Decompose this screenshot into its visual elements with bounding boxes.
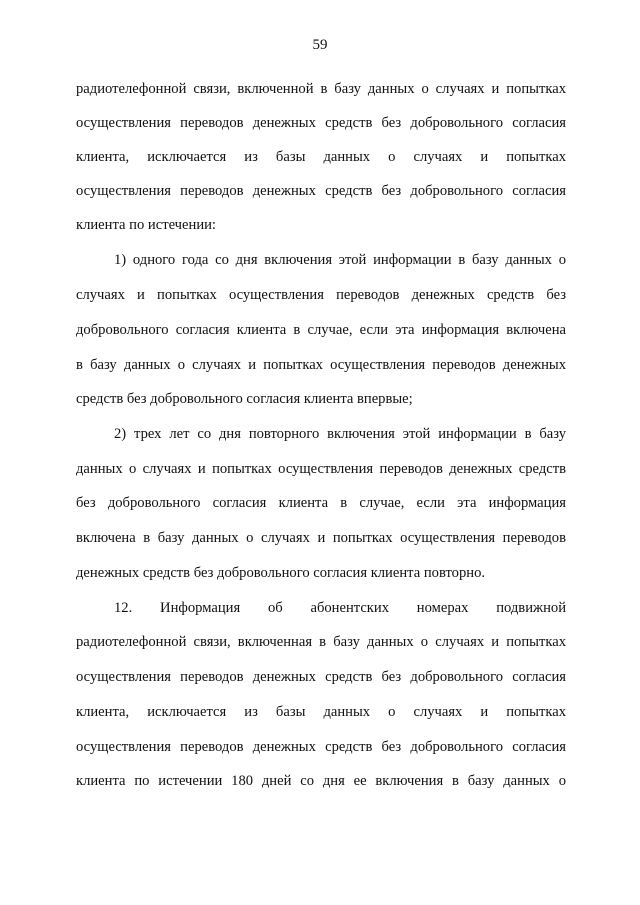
text-line: денежных средств без добровольного согласия клиента повторно. xyxy=(76,565,486,581)
text-line: осуществления переводов денежных средств без добровольного согласия xyxy=(76,183,566,199)
text-line: случаях и попытках осуществления переводов денежных средств без xyxy=(76,287,566,303)
text-line: осуществления переводов денежных средств без добровольного согласия xyxy=(76,669,566,685)
text-line: клиента, исключается из базы данных о случаях и попытках xyxy=(76,149,566,165)
text-line: 12. Информация об абонентских номерах подвижной xyxy=(114,600,566,616)
text-line: осуществления переводов денежных средств без добровольного согласия xyxy=(76,739,566,755)
text-line: осуществления переводов денежных средств без добровольного согласия xyxy=(76,115,566,131)
text-line: клиента по истечении: xyxy=(76,217,216,233)
text-line: 1) одного года со дня включения этой информации в базу данных о xyxy=(114,252,566,268)
text-line: включена в базу данных о случаях и попытках осуществления переводов xyxy=(76,530,566,546)
text-line: в базу данных о случаях и попытках осуществления переводов денежных xyxy=(76,357,566,373)
text-line: данных о случаях и попытках осуществления переводов денежных средств xyxy=(76,461,566,477)
text-line: радиотелефонной связи, включенная в базу данных о случаях и попытках xyxy=(76,634,566,650)
text-line: средств без добровольного согласия клиента впервые; xyxy=(76,391,413,407)
text-line: без добровольного согласия клиента в случае, если эта информация xyxy=(76,495,566,511)
text-line: клиента, исключается из базы данных о случаях и попытках xyxy=(76,704,566,720)
text-line: 2) трех лет со дня повторного включения этой информации в базу xyxy=(114,426,566,442)
text-line: добровольного согласия клиента в случае, если эта информация включена xyxy=(76,322,566,338)
page-number: 59 xyxy=(312,37,328,53)
text-line: клиента по истечении 180 дней со дня ее включения в базу данных о xyxy=(76,773,566,789)
text-line: радиотелефонной связи, включенной в базу данных о случаях и попытках xyxy=(76,81,566,97)
